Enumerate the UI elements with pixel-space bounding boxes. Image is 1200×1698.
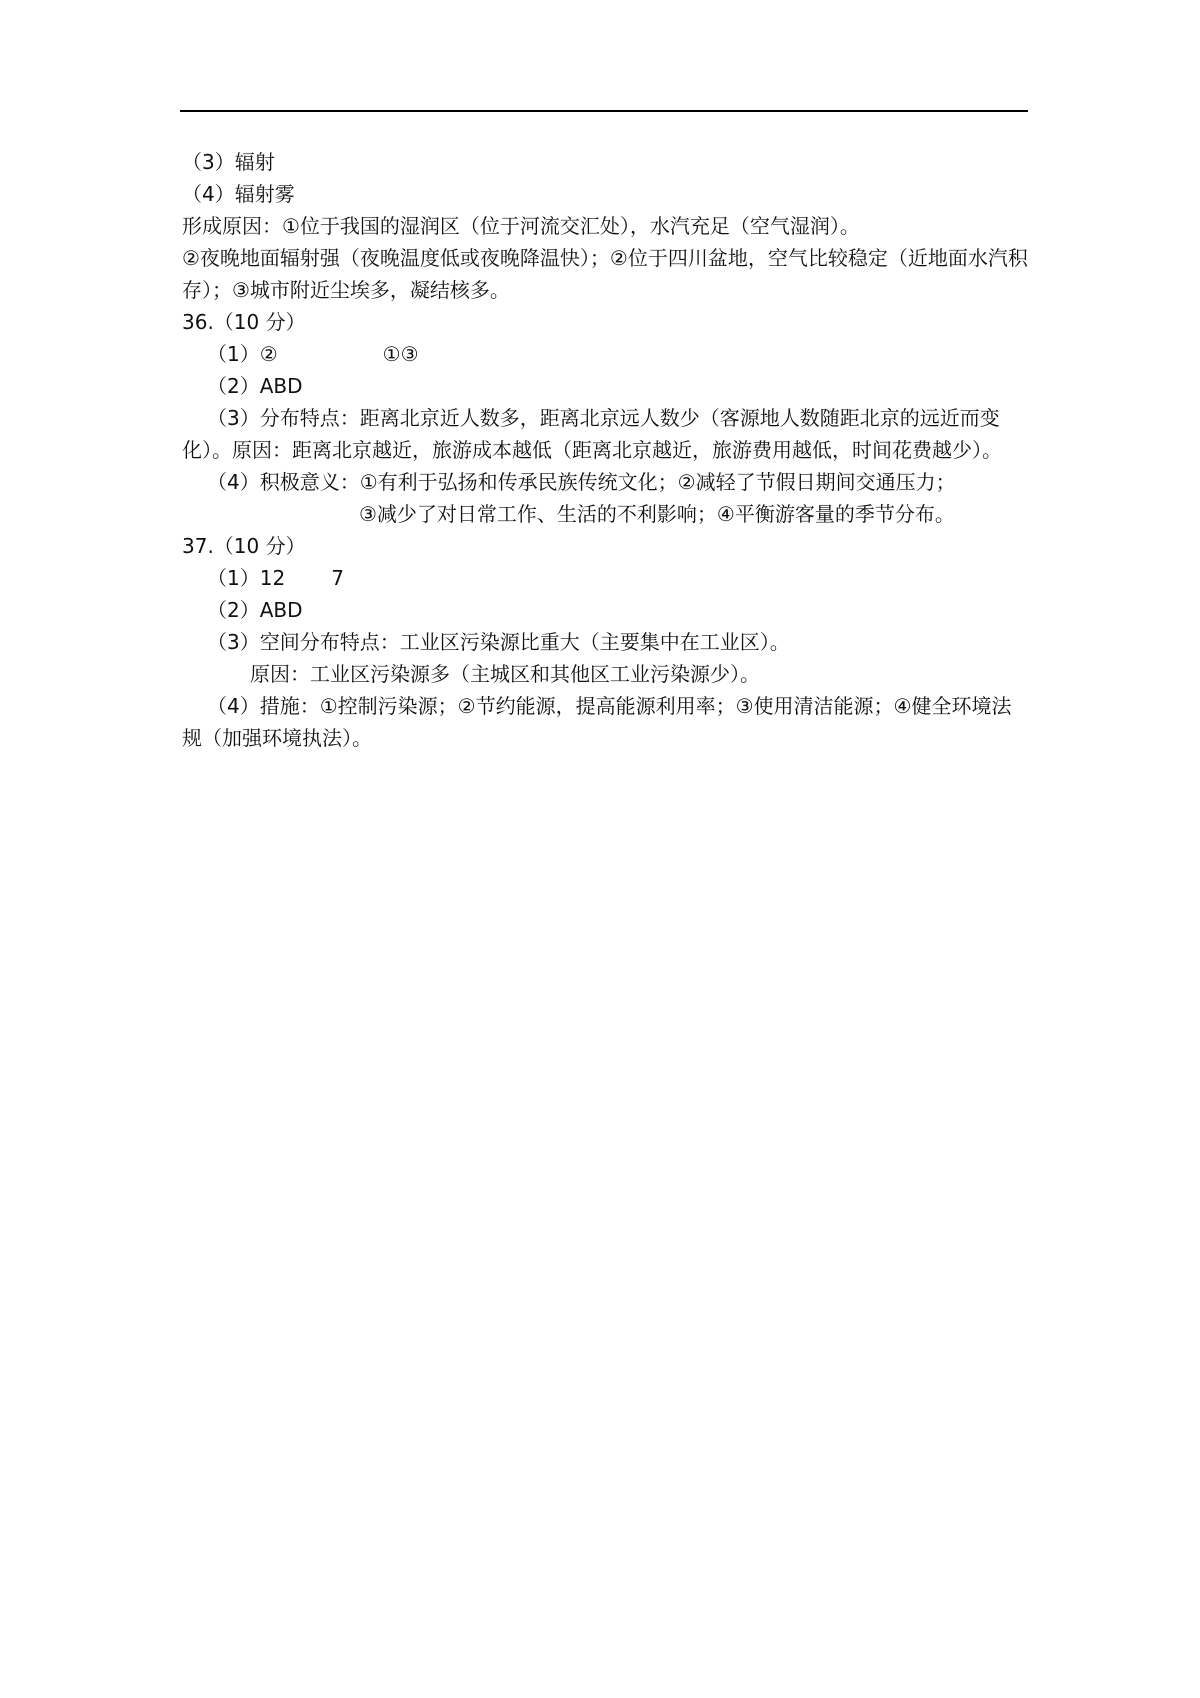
question-36-part-2: （2）ABD (207, 374, 303, 398)
answer-text: （4）措施：①控制污染源；②节约能源，提高能源利用率；③使用清洁能源；④健全环境法规（加强环境执法）。 (182, 694, 1012, 750)
question-37-part-3-cont: 原因：工业区污染源多（主城区和其他区工业污染源少）。 (250, 662, 760, 686)
question-37-part-2: （2）ABD (207, 598, 303, 622)
header-rule (180, 110, 1028, 112)
question-37-part-4 (182, 690, 1030, 754)
question-36-part-3 (182, 402, 1030, 466)
answer-line: （3）辐射 (182, 150, 275, 174)
question-36-part-1 (182, 338, 1030, 370)
answer-line: 形成原因：①位于我国的湿润区（位于河流交汇处），水汽充足（空气湿润）。 (182, 214, 860, 238)
answer-text: （1）② (207, 342, 278, 366)
answer-text: （3）分布特点：距离北京近人数多，距离北京远人数少（客源地人数随距北京的远近而变化）。原因：距离北京越近，旅游成本越低（距离北京越近，旅游费用越低，时间花费越少）。 (182, 406, 1002, 462)
answer-text: ①③ (382, 342, 419, 366)
question-36-part-4: （4）积极意义：①有利于弘扬和传承民族传统文化；②减轻了节假日期间交通压力； (207, 470, 956, 494)
answer-text: 7 (331, 566, 344, 590)
question-37-heading: 37.（10 分） (182, 534, 306, 558)
question-36-part-4-cont: ③减少了对日常工作、生活的不利影响；④平衡游客量的季节分布。 (359, 502, 955, 526)
question-37-part-3: （3）空间分布特点：工业区污染源比重大（主要集中在工业区）。 (207, 630, 790, 654)
answer-paragraph: ②夜晚地面辐射强（夜晚温度低或夜晚降温快）；②位于四川盆地，空气比较稳定（近地面水汽积存）；③城市附近尘埃多，凝结核多。 (182, 246, 1028, 302)
question-37-part-1 (182, 562, 1030, 594)
question-36-heading: 36.（10 分） (182, 310, 306, 334)
answer-line: （4）辐射雾 (182, 182, 295, 206)
answer-text: （1）12 (207, 566, 286, 590)
answer-content (182, 146, 1030, 754)
